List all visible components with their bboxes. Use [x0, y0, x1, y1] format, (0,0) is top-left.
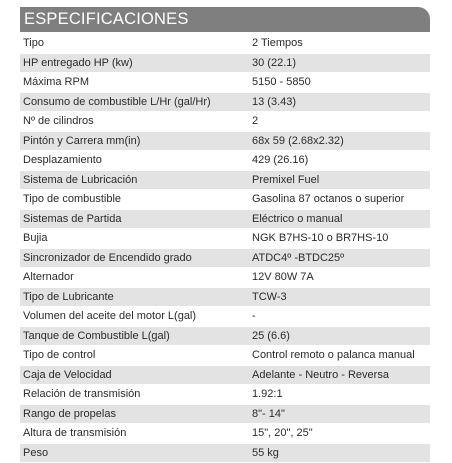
spec-row — [20, 210, 430, 230]
spec-row — [20, 151, 430, 171]
spec-row — [20, 327, 430, 347]
spec-row — [20, 385, 430, 405]
spec-label: Caja de Velocidad — [23, 366, 112, 386]
spec-value: TCW-3 — [252, 288, 287, 308]
spec-value: 5150 - 5850 — [252, 73, 311, 93]
spec-row — [20, 405, 430, 425]
spec-label: Tipo de combustible — [23, 190, 121, 210]
spec-row — [20, 171, 430, 191]
spec-value: ATDC4º -BTDC25º — [252, 249, 344, 269]
spec-value: 12V 80W 7A — [252, 268, 314, 288]
spec-label: Tipo de Lubricante — [23, 288, 114, 308]
spec-label: Bujia — [23, 229, 47, 249]
spec-label: Tipo — [23, 34, 44, 54]
spec-value: Premixel Fuel — [252, 171, 319, 191]
spec-label: Sincronizador de Encendido grado — [23, 249, 192, 269]
spec-label: Tanque de Combustible L(gal) — [23, 327, 170, 347]
spec-row — [20, 249, 430, 269]
spec-value: Eléctrico o manual — [252, 210, 343, 230]
spec-label: Rango de propelas — [23, 405, 116, 425]
spec-label: Consumo de combustible L/Hr (gal/Hr) — [23, 93, 211, 113]
spec-label: Nº de cilindros — [23, 112, 94, 132]
spec-value: Gasolina 87 octanos o superior — [252, 190, 404, 210]
spec-label: Peso — [23, 444, 48, 463]
spec-value: Adelante - Neutro - Reversa — [252, 366, 389, 386]
spec-value: 429 (26.16) — [252, 151, 308, 171]
spec-label: Alternador — [23, 268, 74, 288]
spec-row — [20, 190, 430, 210]
spec-value: 55 kg — [252, 444, 279, 463]
spec-label: Relación de transmisión — [23, 385, 140, 405]
spec-label: Sistema de Lubricación — [23, 171, 137, 191]
spec-value: 13 (3.43) — [252, 93, 296, 113]
spec-label: Máxima RPM — [23, 73, 89, 93]
spec-value: 30 (22.1) — [252, 54, 296, 74]
spec-value: 2 — [252, 112, 258, 132]
spec-label: Volumen del aceite del motor L(gal) — [23, 307, 196, 327]
spec-label: Desplazamiento — [23, 151, 102, 171]
spec-label: HP entregado HP (kw) — [23, 54, 133, 74]
spec-row — [20, 366, 430, 386]
spec-row — [20, 307, 430, 327]
spec-row — [20, 112, 430, 132]
spec-value: 8"- 14" — [252, 405, 285, 425]
spec-sheet — [20, 7, 430, 463]
spec-label: Sistemas de Partida — [23, 210, 121, 230]
spec-row — [20, 288, 430, 308]
spec-row — [20, 268, 430, 288]
spec-label: Tipo de control — [23, 346, 95, 366]
spec-value: 68x 59 (2.68x2.32) — [252, 132, 344, 152]
spec-label: Altura de transmisión — [23, 424, 126, 444]
spec-value: 1.92:1 — [252, 385, 283, 405]
spec-row — [20, 34, 430, 54]
spec-value: Control remoto o palanca manual — [252, 346, 415, 366]
spec-value: 15", 20", 25" — [252, 424, 313, 444]
spec-row — [20, 229, 430, 249]
spec-row — [20, 54, 430, 74]
spec-value: - — [252, 307, 256, 327]
spec-table — [20, 34, 430, 463]
spec-row — [20, 93, 430, 113]
spec-value: 25 (6.6) — [252, 327, 290, 347]
spec-row — [20, 73, 430, 93]
spec-row — [20, 346, 430, 366]
spec-label: Pintón y Carrera mm(in) — [23, 132, 140, 152]
spec-row — [20, 424, 430, 444]
spec-row — [20, 444, 430, 463]
spec-row — [20, 132, 430, 152]
spec-header: ESPECIFICACIONES — [20, 7, 430, 32]
spec-value: 2 Tiempos — [252, 34, 303, 54]
spec-value: NGK B7HS-10 o BR7HS-10 — [252, 229, 388, 249]
